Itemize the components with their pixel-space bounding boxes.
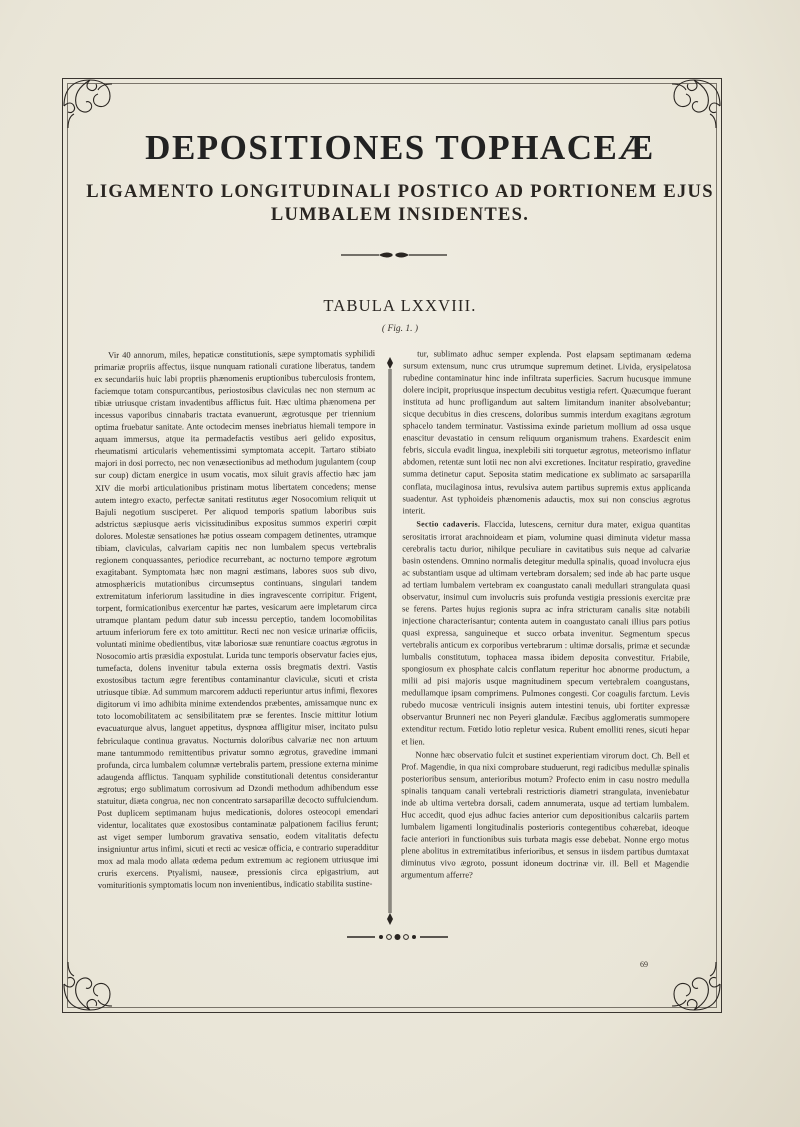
figure-reference: ( Fig. 1. ) [381,324,419,334]
page-title: DEPOSITIONES TOPHACEÆ [145,128,655,167]
corner-ornament-icon [60,76,120,136]
text-column-left [94,347,379,891]
paragraph: Nonne hæc observatio fulcit et sustinet experientiam virorum doct. Ch. Bell et Prof. Magendie, in qua nixi comprobare studuerunt, regi radicibus medullæ spinalis posterioribus sensum, anterioribus motum? Profecto enim in casu nostro medulla spinalis tanquam canali vertebrali restrictioris diametri strangulata, inveniebatur inde ab ultima vertebra dorsali, cadem annumerata, usque ad tertiam lumbalem. Huc accedit, quod ejus adhuc facies anterior cum depositionibus calcariis partem lumbalem ligamenti longitudinalis posterioris contegentibus cohærebat, ideoque facie anteriori in functionibus suis turbata magis esse debebat. Nonne ergo motus plene abolitus in extremitatibus inferioribus, et sensus in iisdem partibus dumtaxat diminutus vivo ægroto, possunt idoneum doctrinæ vir. ill. Bell et Magendie argumentum afferre? [400,748,690,880]
corner-ornament-icon [664,954,724,1014]
paragraph: Vir 40 annorum, miles, hepaticæ constitutionis, sæpe symptomatis syphilidi primariæ propriis affectus, iisque nunquam rationali curatione liberatus, tandem ex secundariis huic labi propriis phænomenis eruptionibus tuberculosis frontem, faciemque totam conspurcantibus, periostosibus claviculas nec non sternum ac tibiæ utriusque cristam invadentibus afflictus fuit. Hæc ultima phænomena per incessus vaporibus cinnabaris tractata evanuerunt, ægrotusque per triennium optima fruebatur sanitate. Ante octodecim menses inebriatus hiemali tempore in aquam immersus, atque ita permadefactis vestibus aeri gelido expositus, rheumatismi articularis vehementissimi symptomata accepit. Tartaro stibiato majori in dosi porrecto, nec non venæsectionibus ad methodum jugulantem (coup sur coup) dictam energice in usum vocatis, mox siluit gravis affectio hæc jam XIV die morbi articulationibus pristinam motus libertatem concedens; mense autem integro exacto, perfectæ sanitati restitutus æger Nosocomium reliquit ut Bajuli negotium susciperet. Per aliquod temporis spatium laboribus suis adstrictus sæpiusque aeris vicissitudinibus expositus summos experiri cœpit dolores. Molestæ sensationes hæ potius osseam compagem detinentes, utramque tibiam, claviculas, calvariam capitis nec non lumbalem specus vertebralis regionem conquassantes, periodice recurrebant, ac nocturno tempore ægrotum exagitabant. Symptomata hæc non magni æstimans, labores suos sub divo, atmosphæricis mutationibus circumseptus continuans, singulari tandem extremitatum inferiorum lassitudine in dies ingravescente corripitur. Frigent, torpent, formicationibus exercentur hæ partes, vesicarum aere impletarum circa utramque plantam pedum datur sub incessu perceptio, tandem locomobilitas artuum inferiorum fere ex toto amittitur. Recti nec non vesicæ urinariæ officiis, voluntati minime obedientibus, vitæ laboriosæ suæ renuntiare coactus ægrotus in Nosocomio artis præsidia expostulat. Lurida tunc temporis observatur facies ejus, tumefacta, dolens invenitur tabula externa ossis bregmatis dextri. Vastis exostosibus tactum ægre ferentibus contaminantur claviculæ, sicuti et crista utriusque tibiæ. Ad summum marcorem adducti reperiuntur artus infimi, flexores digitorum vi imo adhibita minime extendendos præbentes, amissamque nunc ex toto locomobilitatem ac sensibilitatem præ se ferentes. Inscie mittitur lotium evacuaturque alvus, languet appetitus, dyspnœa affligitur miser, incitato pulsu febriculaque continua gravatus. Nocturnis doloribus calvariæ nec non artuum mane tantummodo remittentibus privatur somno ægrotus, gravedine immani profunda, circa lumbalem columnæ vertebralis partem, pressione externa minime adaugenda afflictus. Tanquam syphilide constitutionali detentus considerantur ægrotus; ergo sublimatum corrosivum ad Dzondi methodum adhibendum esse statuitur, diæta congrua, nec non concentrato sarsaparillæ decocto suffulciendum. Post duplicem septimanam hujus medicationis, dolores osteocopi emendari videntur, localitates quæ exostosibus contaminatæ palpationem facilius ferunt; ast viget semper lumborum gravativa sensatio, eodem vitalitatis defectu insigniuntur artus infimi, sicuti et recti ac vesicæ officia, e contrario superadditur mox ad mala modo allata œdema pedum extremum ac regionem utriusque imi cruris exercens. Ptyalismi, nauseæ, pressionis circa epigastrium, aut vomituritionis symptomatis locum non invenientibus, indicatio stabilita sustine- [94,348,379,891]
paragraph-sectio [401,517,690,748]
text-column-right [401,347,691,881]
subtitle-line-2: LUMBALEM INSIDENTES. [270,205,530,225]
plate-heading: TABULA LXXVIII. [323,296,477,315]
paragraph-text: Flaccida, lutescens, cernitur dura mater, exigua quantitas serositatis irrorat arachnoideam et piam, volumine quasi diminuta videtur massa cerebralis tactu durior, nihilque peculiare in cavitatibus suis neque ad calvariæ basin ostendens. Omnino normalis detegitur medulla spinalis, quoad involucra ejus ac substantiam usque ad ultimam vertebram dorsalem; sed inde ab hac parte usque ad tertiam lumbalem vertebram ex coangustato canali medullari strangulata quasi observatur, insimul cum involucris suis profunda vestigia pressionis exercitæ præ se ferens. Partes hujus regionis supra ac infra stricturam canalis sitæ notabili injectione characterisantur; contenta autem in coangustato canali illius pars potius quasi expressa, sanguineque et succo orbata invenitur. Segmentum specus vertebralis anticum ex corporibus vertebrarum : ultimæ dorsalis, primæ et secundæ lumbalis constitutum, tophacea massa ibidem deposita convestitur. Friabile, spongiosum ex phosphate calcis conflatum reperitur hoc abnorme productum, a milii ad pisi majoris usque magnitudinem specum vertebralem coangustans, medullamque ipsam comprimens. Pulmones congesti. Cor coagulis farctum. Levis rubedo mucosæ ventriculi insignis autem intestini tenuis, ubi fortiter expressæ observantur Brunneri nec non Peyeri glandulæ. Fæcibus agglomeratis summopere extenditur rectum. Fœtido lotio repletur vesica. Rubent emolliti renes, sicuti hepar et lien. [401,518,691,746]
bottom-rule-ornament-icon [345,933,450,941]
paragraph: tur, sublimato adhuc semper explenda. Post elapsam septimanam œdema sursum extensum, nunc crus utrumque supremum detinet. Livida, erysipelatosa rubedine contaminatur hinc inde infiltrata superficies. Sacrum hucusque immune dolere incipit, propriusque inspectum decubitus vestigia refert. Quæcumque fuerant instituta ad hunc profligandum aut saltem limitandum inaniter absolvebantur; sicque decubitus in dies crescens, doloribus summis interdum exagitans ægrotum sphacelo tandem terminatur. Vastissima exinde parietum mollium ad ossa usque enascitur devastatio in censum reliquum organismum trahens. Exardescit enim febris, siccula evadit lingua, inexplebili siti torquetur ægrotus, meteorismo inflatur abdomen, retentæ sunt lotii nec non alvi excretiones. Incitatur respiratio, gravedine summa detinetur caput. Seposita statim medicatione ex sublimato ac sarsaparilla conflata, mucilaginosa intus, revulsiva autem partibus supremis extus applicanda suadentur. Ast typhoideis phænomenis adauctis, mox sui non conscius ægrotus interit. [402,348,692,516]
title-rule-ornament-icon [339,250,449,260]
corner-ornament-icon [664,76,724,136]
subtitle-line-1: LIGAMENTO LONGITUDINALI POSTICO AD PORTIONEM EJUS [86,182,714,202]
page-number: 69 [640,960,648,969]
corner-ornament-icon [60,954,120,1014]
section-label: Sectio cadaveris. [416,519,481,529]
column-divider-ornament-icon [386,355,394,927]
